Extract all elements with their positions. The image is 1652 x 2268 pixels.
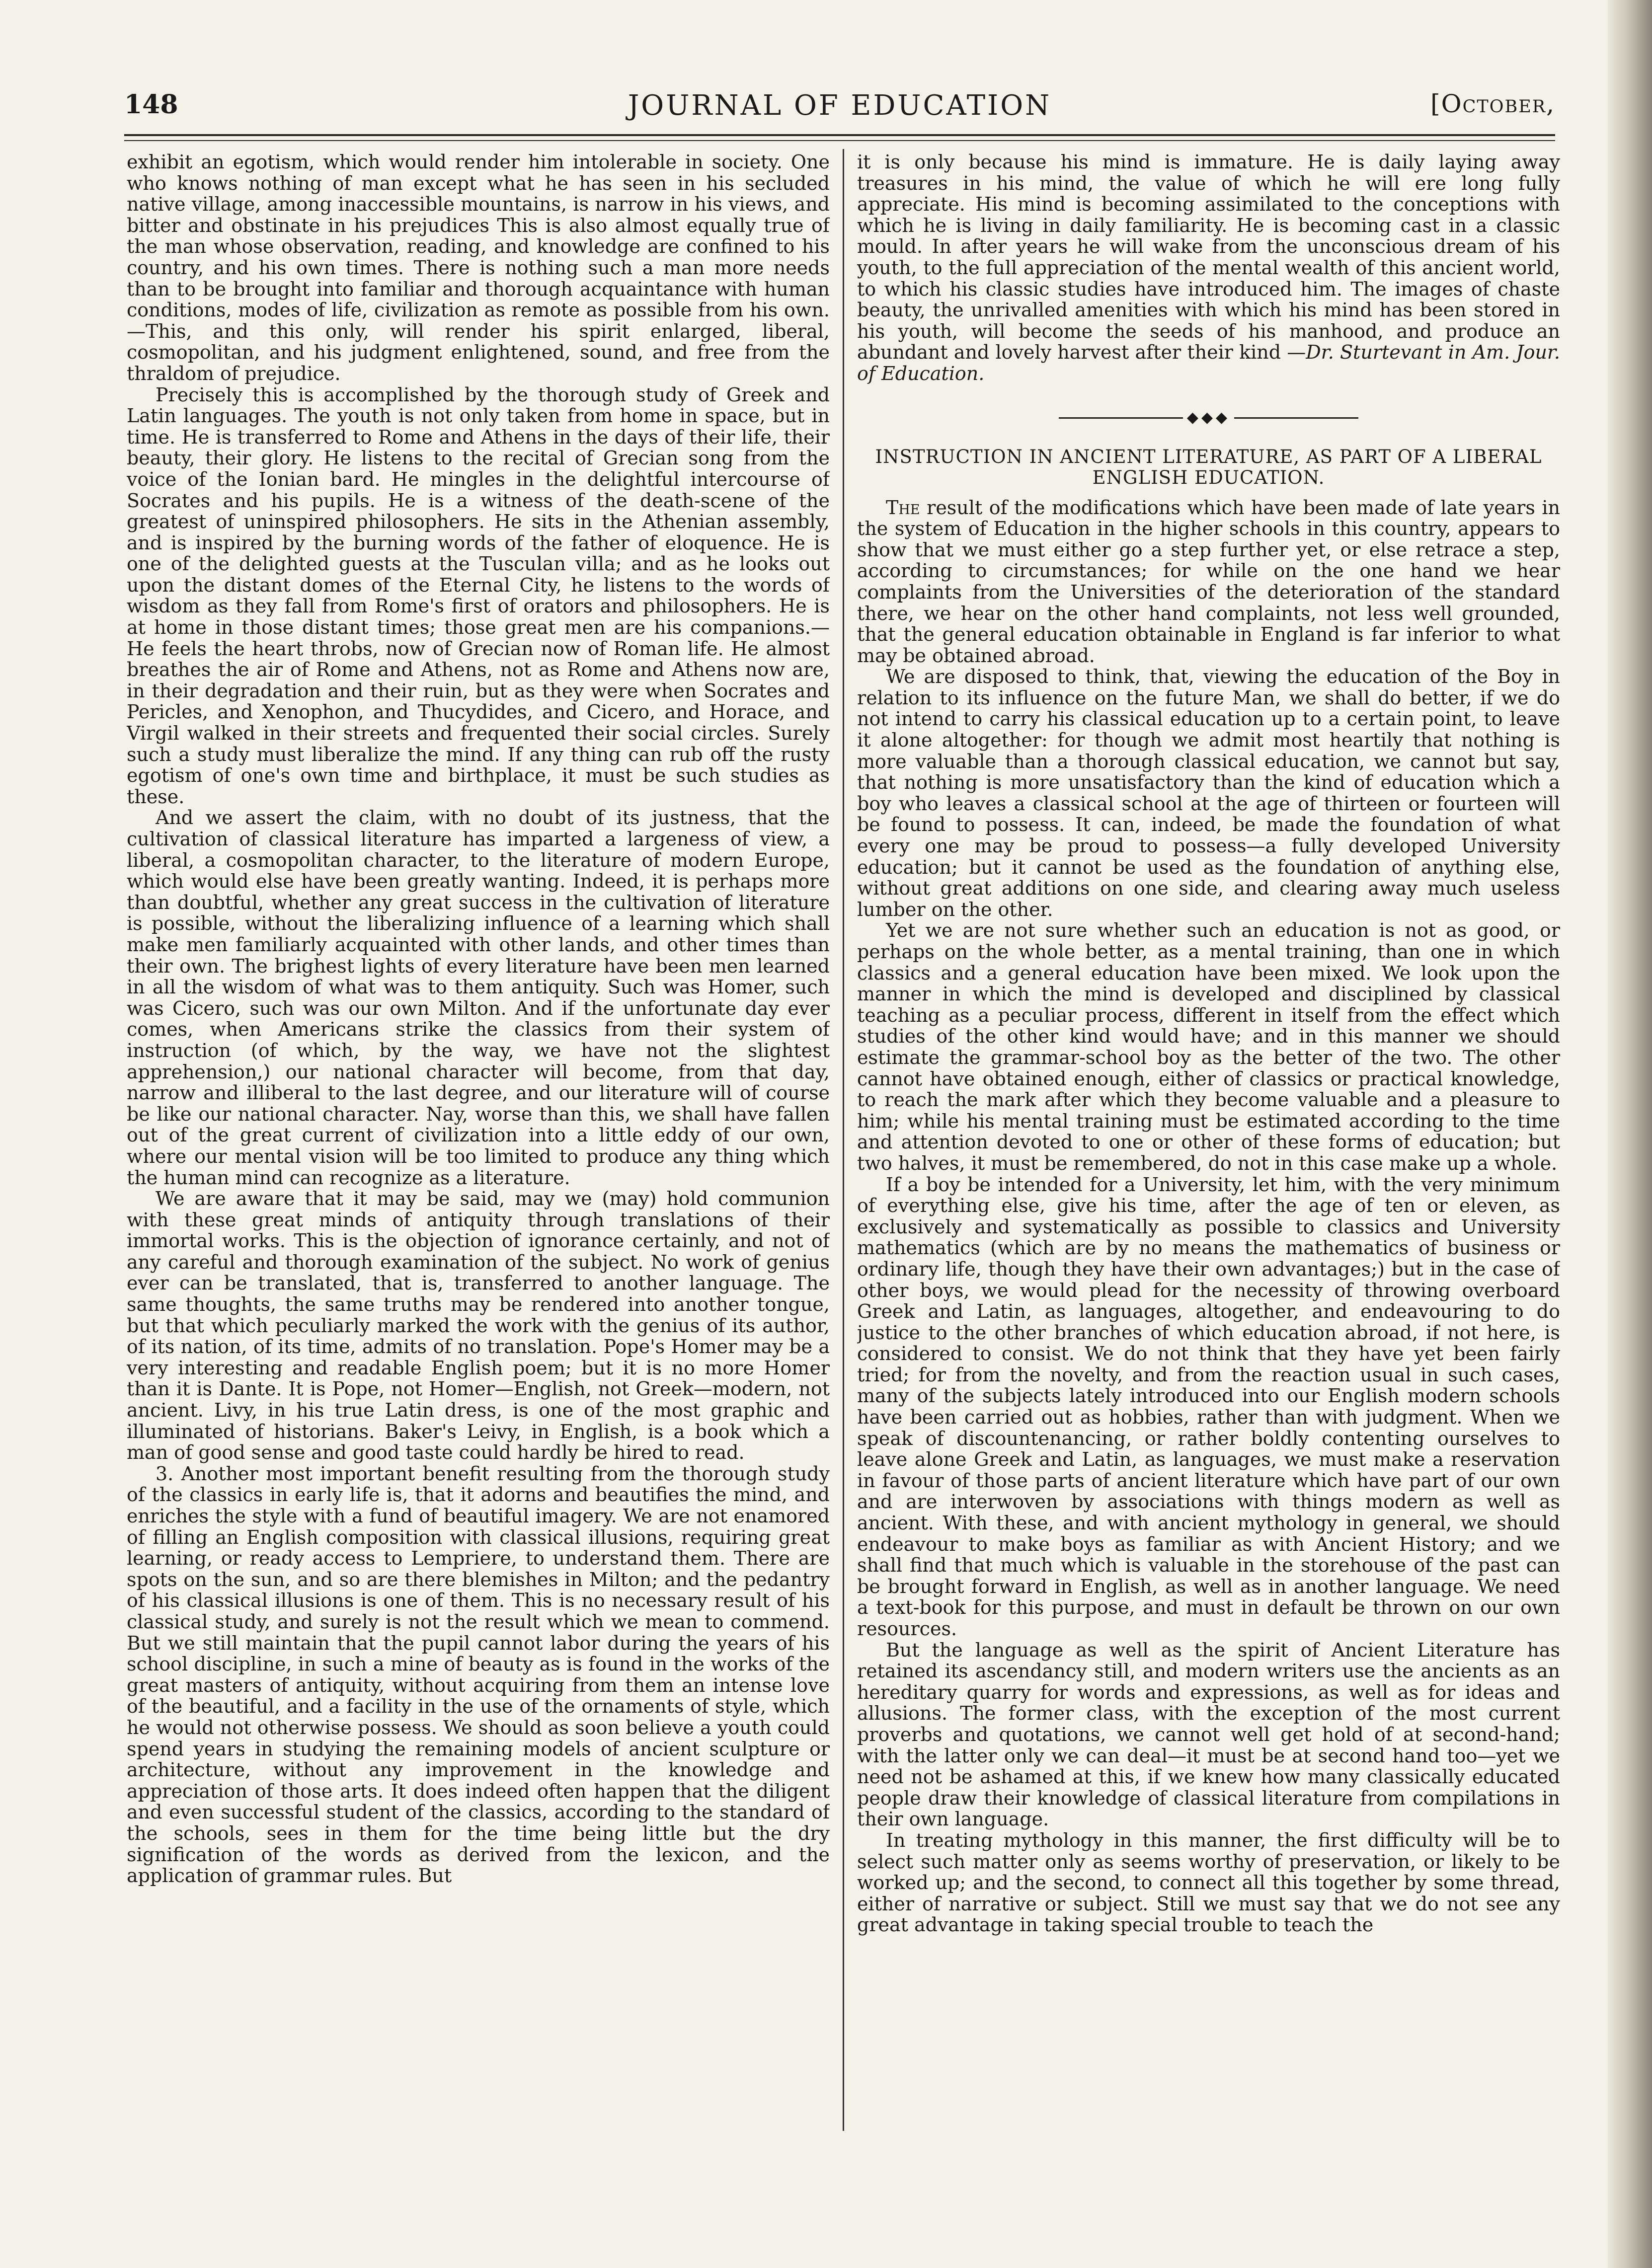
left-paragraph-1: exhibit an egotism, which would render him intolerable in society. One who knows nothing of man except what he has seen in his secluded native village, among inaccessible mountains, is narrow in his views, and bitter and obstinate in his prejudices This is also almost equally true of the man whose observation, reading, and knowledge are confined to his country, and his own times. There is nothing such a man more needs than to be brought into familiar and thorough acquaintance with human conditions, modes of life, civilization as remote as possible from his own.—This, and this only, will render his spirit enlarged, liberal, cosmopolitan, and his judgment enlightened, sound, and free from the thraldom of prejudice. [127,151,830,384]
left-column [127,151,830,2128]
right-paragraph-1-text: result of the modifications which have been made of late years in the system of Education in the higher schools in this country, appears to show that we must either go a step further yet, or else retrace a step, according to circumstances; for while on the one hand we hear complaints from the Universities of the deterioration of the standard there, we hear on the other hand complaints, not less well grounded, that the general education obtainable in England is far inferior to what may be obtained abroad. [857,496,1560,667]
ornament-line-left [1059,417,1183,419]
right-paragraph-4: If a boy be intended for a University, let him, with the very minimum of everything else, give his time, after the age of ten or eleven, as exclusively and systematically as possible to classics and University mathematics (which are by no means the mathematics of business or ordinary life, though they have their own advantages;) but in the case of other boys, we would plead for the necessity of throwing overboard Greek and Latin, as languages, altogether, and endeavouring to do justice to the other branches of which education abroad, if not here, is considered to consist. We do not think that they have yet been fairly tried; for from the novelty, and from the reaction usual in such cases, many of the subjects lately introduced into our English modern schools have been carried out as hobbies, rather than with judgment. When we speak of discountenancing, or rather boldly contenting ourselves to leave alone Greek and Latin, as languages, we must make a reservation in favour of those parts of ancient literature which have part of our own and are interwoven by associations with things modern as well as ancient. With these, and with ancient mythology in general, we should endeavour to make boys as familiar as with Ancient History; and we shall find that much which is valuable in the storehouse of the past can be brought forward in English, as well as in another language. We need a text-book for this purpose, and must in default be thrown on our own resources. [857,1173,1560,1640]
right-paragraph-6: In treating mythology in this manner, the first difficulty will be to select such matter only as seems worthy of preservation, or likely to be worked up; and the second, to connect all this together by some thread, either of narrative or subject. Still we must say that we do not see any great advantage in taking special trouble to teach the [857,1829,1560,1936]
left-paragraph-4: We are aware that it may be said, may we (may) hold communion with these great minds of antiquity through translations of their immortal works. This is the objection of ignorance certainly, and not of any careful and thorough examination of the subject. No work of genius ever can be translated, that is, transferred to another language. The same thoughts, the same truths may be rendered into another tongue, but that which peculiarly marked the work with the genius of its author, of its nation, of its time, admits of no translation. Pope's Homer may be a very interesting and readable English poem; but it is no more Homer than it is Dante. It is Pope, not Homer—English, not Greek—modern, not ancient. Livy, in his true Latin dress, is one of the most graphic and illuminated of historians. Baker's Leivy, in English, is a book which a man of good sense and good taste could hardly be hired to read. [127,1188,830,1464]
right-paragraph-1 [857,497,1560,667]
right-intro-paragraph [857,151,1560,384]
first-word: The [886,496,920,519]
right-paragraph-2: We are disposed to think, that, viewing the education of the Boy in relation to its influence on the future Man, we shall do better, if we do not intend to carry his classical education up to a certain point, to leave it alone altogether: for though we admit most heartily that nothing is more valuable than a thorough classical education, we cannot but say, that nothing is more unsatisfactory than the kind of education which a boy who leaves a classical school at the age of thirteen or fourteen will be found to possess. It can, indeed, be made the foundation of what every one may be proud to possess—a fully developed University education; but it cannot be used as the foundation of anything else, without great additions on one side, and clearing away much useless lumber on the other. [857,666,1560,920]
intro-text: it is only because his mind is immature. He is daily laying away treasures in his mind, the value of which he will ere long fully appreciate. His mind is becoming assimilated to the conceptions with which he is living in daily familiarity. He is becoming cast in a classic mould. In after years he will wake from the unconscious dream of his youth, to the full appreciation of the mental wealth of this ancient world, to which his classic studies have introduced him. The images of chaste beauty, the unrivalled amenities with which his mind has been stored in his youth, will become the seeds of his manhood, and produce an abundant and lovely harvest after their kind — [857,151,1560,364]
ornament-diamonds: ◆◆◆ [1186,409,1231,427]
left-paragraph-5: 3. Another most important benefit resulting from the thorough study of the classics in early life is, that it adorns and beautifies the mind, and enriches the style with a fund of beautiful imagery. We are not enamored of filling an English composition with classical illusions, requiring great learning, or ready access to Lempriere, to understand them. There are spots on the sun, and so are there blemishes in Milton; and the pedantry of his classical illusions is one of them. This is no necessary result of his classical study, and surely is not the result which we mean to commend. But we still maintain that the pupil cannot labor during the years of his school discipline, in such a mine of beauty as is found in the works of the great masters of antiquity, without acquiring from them an intense love of the beautiful, and a facility in the use of the ornaments of style, which he would not otherwise possess. We should as soon believe a youth could spend years in studying the remaining models of ancient sculpture or architecture, without any improvement in the knowledge and appreciation of those arts. It does indeed often happen that the diligent and even successful student of the classics, according to the standard of the schools, sees in them for the time being little but the dry signification of the words as derived from the lexicon, and the application of grammar rules. But [127,1462,830,1887]
intro-attribution: Dr. Sturtevant in Am. Jour. of Education. [857,341,1560,384]
article-title: INSTRUCTION IN ANCIENT LITERATURE, AS PART OF A LIBERAL ENGLISH EDUCATION. [875,446,1542,488]
header-rule-thick [124,134,1555,136]
journal-title: JOURNAL OF EDUCATION [628,89,1052,122]
book-binding-edge [1608,0,1652,2268]
section-ornament [857,407,1560,427]
header-rule-thin [124,140,1555,141]
page-number: 148 [124,89,178,120]
issue-month: [October, [1430,89,1555,118]
right-column [857,151,1560,2128]
page-header [124,84,1555,129]
right-paragraph-5: But the language as well as the spirit of Ancient Literature has retained its ascendancy still, and modern writers use the ancients as an hereditary quarry for words and expressions, as well as for ideas and allusions. The former class, with the exception of the most current proverbs and quotations, we cannot well get hold of at second-hand; with the latter only we can deal—it must be at second hand too—yet we need not be ashamed at this, if we knew how many classically educated people draw their knowledge of classical literature from compilations in their own language. [857,1639,1560,1830]
ornament-line-right [1234,417,1358,419]
left-paragraph-3: And we assert the claim, with no doubt of its justness, that the cultivation of classical literature has imparted a largeness of view, a liberal, a cosmopolitan character, to the literature of modern Europe, which would else have been greatly wanting. Indeed, it is perhaps more than doubtful, whether any great success in the cultivation of literature is possible, without the liberalizing influence of a learning which shall make men familiarly acquainted with other lands, and other times than their own. The brighest lights of every literature have been men learned in all the wisdom of what was to them antiquity. Such was Homer, such was Cicero, such was our own Milton. And if the unfortunate day ever comes, when Americans strike the classics from their system of instruction (of which, by the way, we have not the slightest apprehension,) our national character will become, from that day, narrow and illiberal to the last degree, and our literature will of course be like our national character. Nay, worse than this, we shall have fallen out of the great current of civilization into a little eddy of our own, where our mental vision will be too limited to produce any thing which the human mind can recognize as a literature. [127,807,830,1189]
left-paragraph-2: Precisely this is accomplished by the thorough study of Greek and Latin languages. The youth is not only taken from home in space, but in time. He is transferred to Rome and Athens in the days of their life, their beauty, their glory. He listens to the recital of Grecian song from the voice of the Ionian bard. He mingles in the delightful intercourse of Socrates and his pupils. He is a witness of the death-scene of the greatest of uninspired philosophers. He sits in the Athenian assembly, and is inspired by the burning words of the father of eloquence. He is one of the delighted guests at the Tusculan villa; and as he looks out upon the distant domes of the Eternal City, he listens to the words of wisdom as they fall from Rome's first of orators and philosophers. He is at home in those distant times; those great men are his companions.—He feels the heart throbs, now of Grecian now of Roman life. He almost breathes the air of Rome and Athens, not as Rome and Athens now are, in their degradation and their ruin, but as they were when Socrates and Pericles, and Xenophon, and Thucydides, and Cicero, and Horace, and Virgil walked in their streets and frequented their social circles. Surely such a study must liberalize the mind. If any thing can rub off the rusty egotism of one's own time and birthplace, it must be such studies as these. [127,383,830,808]
column-divider [843,149,844,2131]
right-paragraph-3: Yet we are not sure whether such an education is not as good, or perhaps on the whole better, as a mental training, than one in which classics and a general education have been mixed. We look upon the manner in which the mind is developed and disciplined by classical teaching as a peculiar process, different in itself from the effect which studies of the other kind would have; and in this manner we should estimate the grammar-school boy as the better of the two. The other cannot have obtained enough, either of classics or practical knowledge, to reach the mark after which they become valuable and a pleasure to him; while his mental training must be estimated according to the time and attention devoted to one or other of these forms of education; but two halves, it must be remembered, do not in this case make up a whole. [857,919,1560,1174]
